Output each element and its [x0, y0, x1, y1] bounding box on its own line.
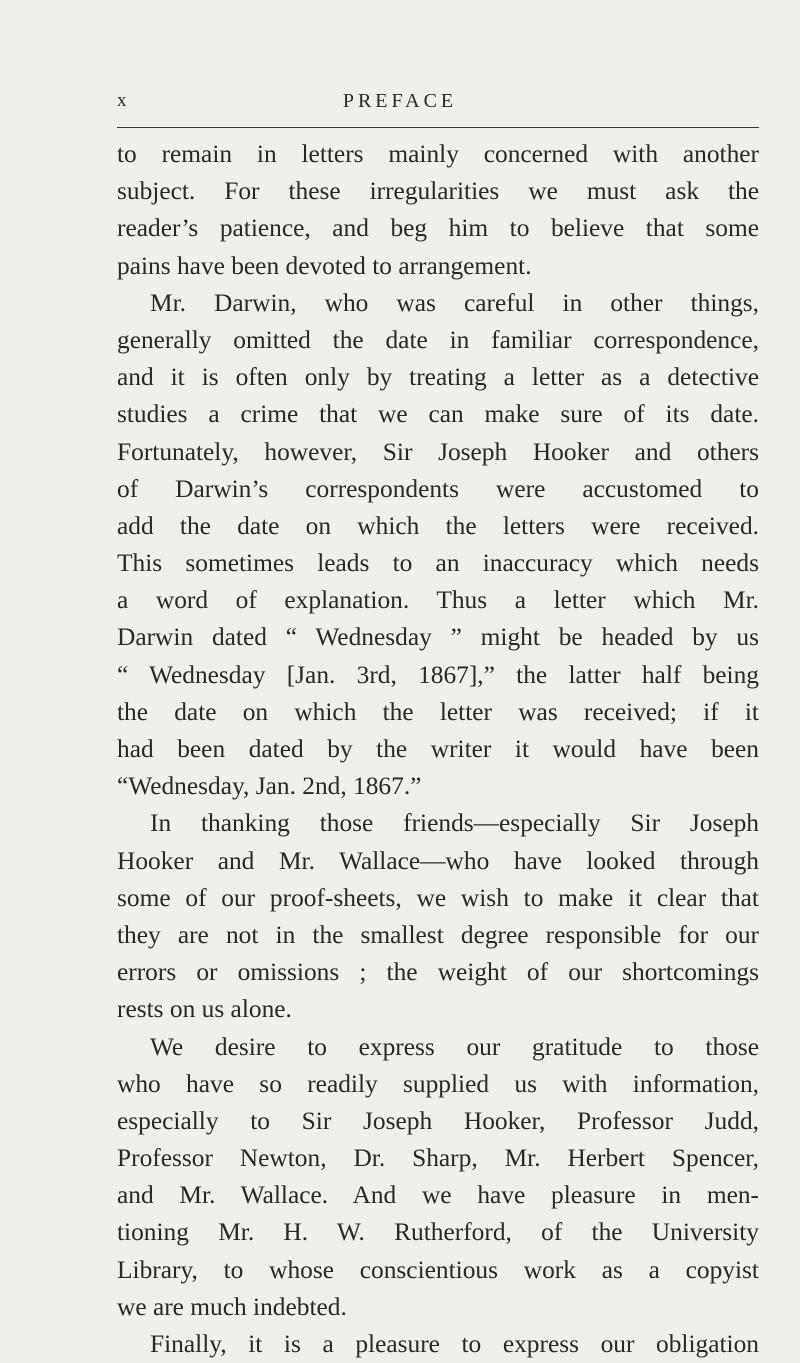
text-line: we are much indebted.	[117, 1292, 347, 1321]
text-line: had been dated by the writer it would have been	[117, 735, 759, 763]
text-line: “Wednesday, Jan. 2nd, 1867.”	[117, 772, 422, 801]
text-line: to remain in letters mainly concerned with another	[117, 140, 759, 168]
text-line: and Mr. Wallace. And we have pleasure in men-	[117, 1181, 759, 1210]
text-line: Darwin dated “ Wednesday ” might be headed by us	[117, 623, 759, 652]
header-rule	[117, 127, 759, 128]
running-head	[0, 90, 800, 120]
text-line: Finally, it is a pleasure to express our obligation	[150, 1330, 759, 1358]
text-line: pains have been devoted to arrangement.	[117, 251, 532, 280]
text-line: Fortunately, however, Sir Joseph Hooker and others	[117, 437, 759, 466]
text-line: Library, to whose conscientious work as a copyist	[117, 1255, 759, 1284]
text-line: Mr. Darwin, who was careful in other things,	[150, 288, 759, 317]
text-line: who have so readily supplied us with information,	[117, 1069, 759, 1098]
text-line: subject. For these irregularities we must ask the	[117, 177, 759, 206]
text-line: tioning Mr. H. W. Rutherford, of the University	[117, 1218, 759, 1247]
text-line: a word of explanation. Thus a letter which Mr.	[117, 586, 759, 615]
text-line: generally omitted the date in familiar correspondence,	[117, 325, 759, 354]
text-line: In thanking those friends—especially Sir Joseph	[150, 809, 759, 838]
text-line: errors or omissions ; the weight of our shortcomings	[117, 958, 759, 987]
text-line: of Darwin’s correspondents were accustomed to	[117, 474, 759, 503]
text-line: studies a crime that we can make sure of its date.	[117, 400, 759, 429]
text-line: Hooker and Mr. Wallace—who have looked through	[117, 846, 759, 875]
text-line: some of our proof-sheets, we wish to make it clear that	[117, 883, 759, 912]
body-text	[117, 136, 759, 1363]
text-line: “ Wednesday [Jan. 3rd, 1867],” the latter half being	[117, 660, 759, 689]
text-line: We desire to express our gratitude to those	[150, 1032, 759, 1061]
text-line: reader’s patience, and beg him to believe that some	[117, 214, 759, 243]
text-line: This sometimes leads to an inaccuracy which needs	[117, 549, 759, 578]
text-line: add the date on which the letters were received.	[117, 511, 759, 540]
text-line: and it is often only by treating a letter as a detective	[117, 363, 759, 392]
page-number: x	[117, 90, 127, 111]
text-line: the date on which the letter was received; if it	[117, 697, 759, 726]
text-line: they are not in the smallest degree responsible for our	[117, 920, 759, 949]
running-title: PREFACE	[342, 90, 458, 112]
text-line: especially to Sir Joseph Hooker, Professor Judd,	[117, 1106, 759, 1135]
text-line: rests on us alone.	[117, 995, 292, 1024]
text-line: Professor Newton, Dr. Sharp, Mr. Herbert Spencer,	[117, 1144, 759, 1173]
